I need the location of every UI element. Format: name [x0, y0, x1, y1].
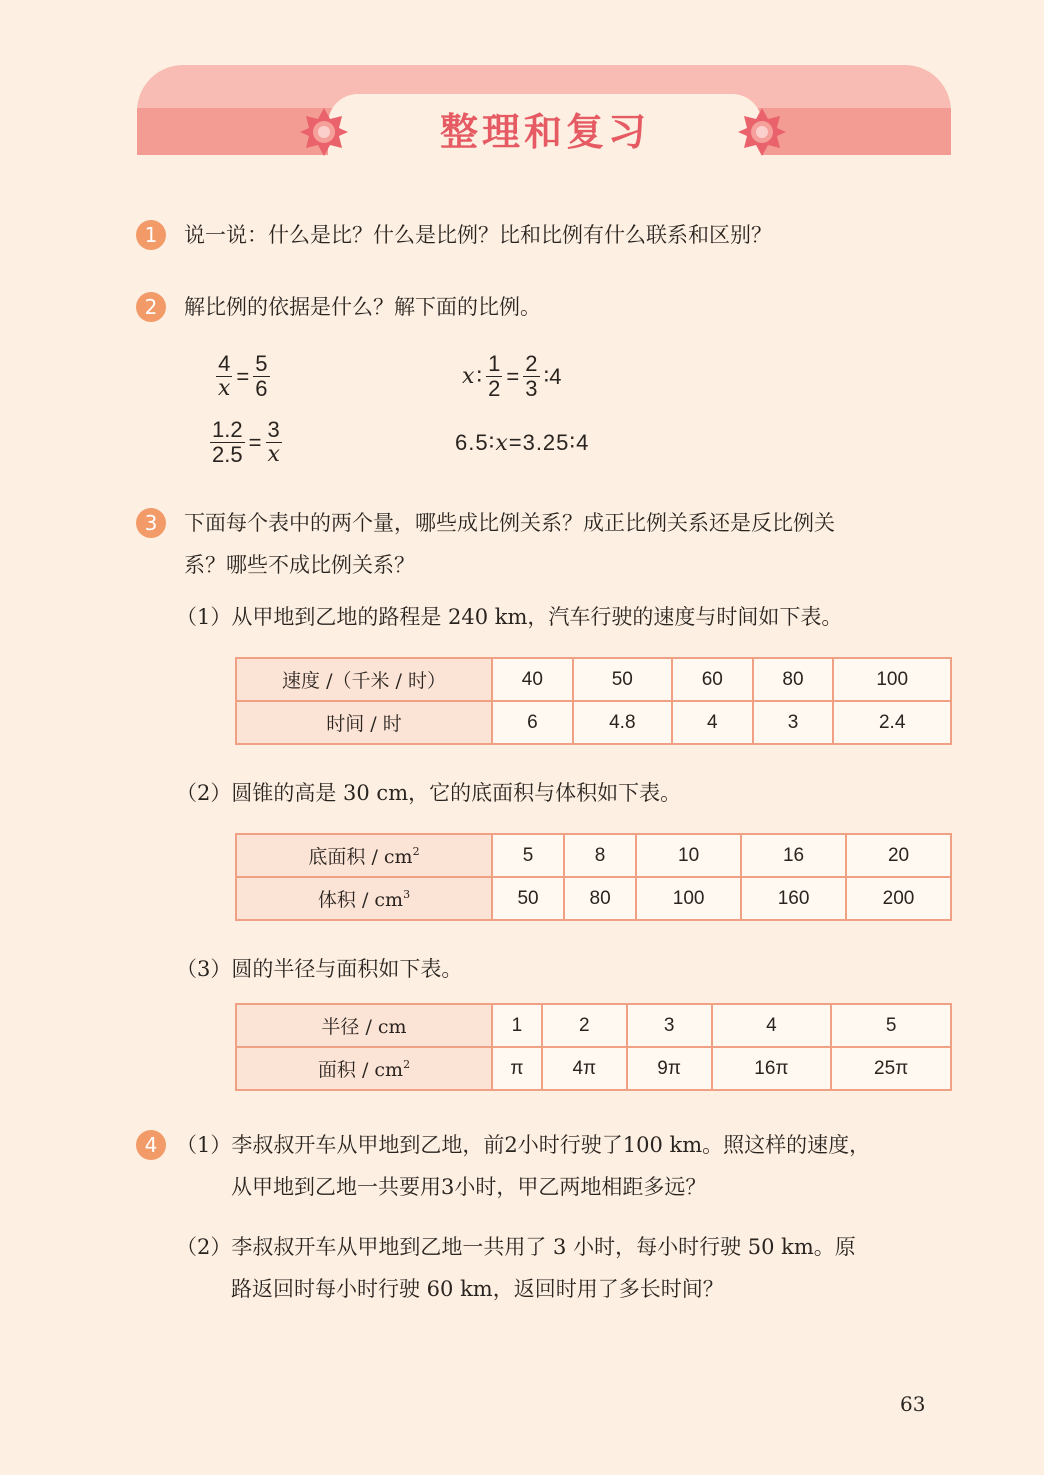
table-cell: 5	[492, 834, 564, 877]
table-header-cell: 面积 / $cm^2$	[236, 1047, 492, 1090]
page-title: 整理和复习	[439, 109, 650, 154]
question-3-part-1-label: （1）从甲地到乙地的路程是 240 km，汽车行驶的速度与时间如下表。	[176, 605, 843, 629]
question-number-1: 1	[136, 220, 166, 250]
circle-area-table	[235, 1003, 952, 1091]
table-cell: 5	[831, 1004, 951, 1047]
equation-3: x ∶ $\frac{1}{2}$ = $\frac{2}{3}$ ∶4	[462, 351, 562, 401]
speed-time-table	[235, 657, 952, 745]
question-number-4: 4	[136, 1130, 166, 1160]
table-cell: 3	[627, 1004, 712, 1047]
table-header-cell: 体积 / $cm^3$	[236, 877, 492, 920]
table-cell: 4	[672, 701, 753, 744]
table-header-cell: 速度 /（千米 / 时）	[236, 658, 492, 701]
table-cell: 4π	[542, 1047, 627, 1090]
table-cell: 9π	[627, 1047, 712, 1090]
table-cell: 100	[636, 877, 741, 920]
table-cell: 8	[564, 834, 636, 877]
table-cell: 25π	[831, 1047, 951, 1090]
table-cell: 16π	[712, 1047, 832, 1090]
page-number: 63	[900, 1392, 926, 1416]
table-cell: 2	[542, 1004, 627, 1047]
table-cell: 4	[712, 1004, 832, 1047]
question-4-part-2-line-1: （2）李叔叔开车从甲地到乙地一共用了 3 小时，每小时行驶 50 km。原	[176, 1235, 856, 1259]
question-4-part-2-line-2: 路返回时每小时行驶 60 km，返回时用了多长时间？	[231, 1277, 724, 1301]
table-cell: 160	[741, 877, 846, 920]
question-2-text: 解比例的依据是什么？解下面的比例。	[184, 295, 541, 319]
table-header-cell: 时间 / 时	[236, 701, 492, 744]
table-cell: 80	[753, 658, 834, 701]
table-header-cell: 半径 / cm	[236, 1004, 492, 1047]
table-row	[236, 1047, 951, 1090]
table-cell: 100	[833, 658, 951, 701]
table-row	[236, 701, 951, 744]
table-cell: 10	[636, 834, 741, 877]
table-row	[236, 877, 951, 920]
table-cell: π	[492, 1047, 542, 1090]
table-row	[236, 1004, 951, 1047]
question-3-line-1: 下面每个表中的两个量，哪些成比例关系？成正比例关系还是反比例关	[184, 511, 835, 535]
equation-4: 6.5∶ x =3.25∶4	[455, 430, 590, 456]
table-cell: 1	[492, 1004, 542, 1047]
question-4-part-1-line-2: 从甲地到乙地一共要用3小时，甲乙两地相距多远？	[231, 1175, 707, 1199]
cone-volume-table	[235, 833, 952, 921]
question-3-part-2-label: （2）圆锥的高是 30 cm，它的底面积与体积如下表。	[176, 781, 682, 805]
question-1-text: 说一说：什么是比？什么是比例？比和比例有什么联系和区别？	[184, 223, 772, 247]
table-cell: 80	[564, 877, 636, 920]
table-cell: 20	[846, 834, 951, 877]
table-row	[236, 658, 951, 701]
table-cell: 40	[492, 658, 573, 701]
table-cell: 16	[741, 834, 846, 877]
table-cell: 50	[492, 877, 564, 920]
table-header-cell: 底面积 / $cm^2$	[236, 834, 492, 877]
question-3-line-2: 系？哪些不成比例关系？	[184, 553, 415, 577]
table-cell: 2.4	[833, 701, 951, 744]
equation-2: $\frac{1.2}{2.5}$ = $\frac{3}{x}$	[212, 417, 280, 467]
question-3-part-3-label: （3）圆的半径与面积如下表。	[176, 957, 463, 981]
table-cell: 4.8	[573, 701, 672, 744]
question-number-2: 2	[136, 292, 166, 322]
table-cell: 50	[573, 658, 672, 701]
table-cell: 200	[846, 877, 951, 920]
question-number-3: 3	[136, 508, 166, 538]
question-4-part-1-line-1: （1）李叔叔开车从甲地到乙地，前2小时行驶了100 km。照这样的速度，	[176, 1133, 871, 1157]
table-cell: 6	[492, 701, 573, 744]
table-cell: 60	[672, 658, 753, 701]
table-cell: 3	[753, 701, 834, 744]
table-row	[236, 834, 951, 877]
equation-1: $\frac{4}{x}$ = $\frac{5}{6}$	[218, 351, 268, 401]
